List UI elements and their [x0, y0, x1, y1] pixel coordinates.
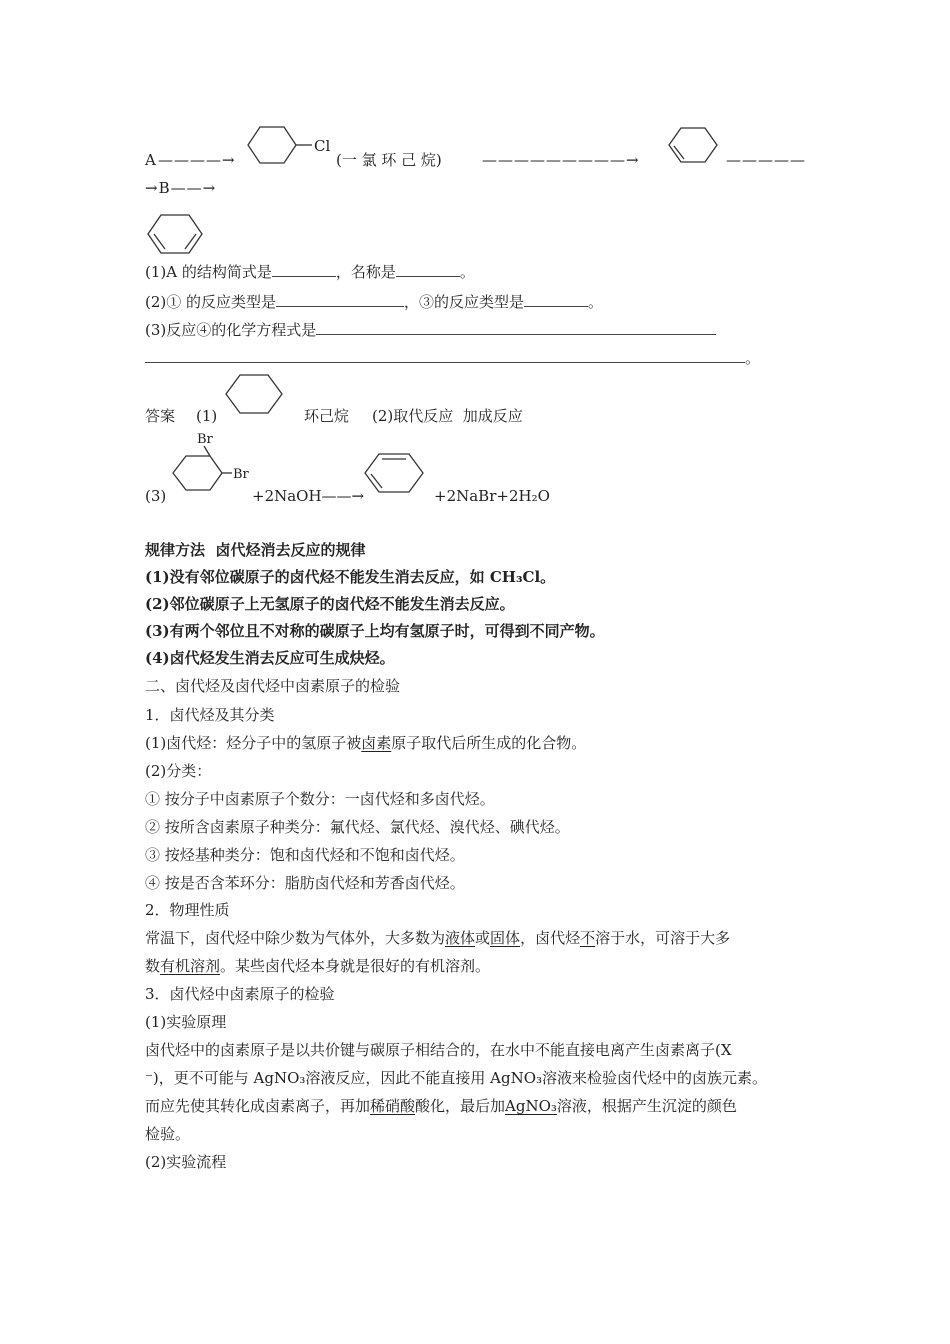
q1-blank-1 — [272, 262, 336, 277]
chlorocyclohexane-name: (一 氯 环 己 烷) — [336, 151, 442, 169]
compound-a-label: A — [145, 151, 157, 169]
principle-text-a: 而应先使其转化成卤素离子，再加 — [145, 1097, 371, 1115]
arrow-2: —————————→ — [482, 151, 640, 169]
answer-part-2: (2)取代反应 加成反应 — [372, 407, 523, 425]
principle-line-3 — [145, 1096, 737, 1116]
chlorine-label: Cl — [314, 137, 331, 155]
compound-b-row: →B——→ — [145, 179, 217, 197]
definition-underline-halogen: 卤素 — [361, 734, 392, 752]
arrow-1: ————→ — [158, 151, 236, 169]
principle-line-2: ⁻)，更不可能与 AgNO₃溶液反应，因此不能直接用 AgNO₃溶液来检验卤代烃中的卤族元素。 — [145, 1069, 768, 1087]
q2-blank-2 — [524, 292, 588, 307]
q3-blank-2 — [145, 348, 745, 363]
answer-products: +2NaBr+2H₂O — [434, 487, 550, 505]
principle-text-c: 溶液，根据产生沉淀的颜色 — [556, 1097, 737, 1115]
question-3 — [145, 320, 716, 340]
subsection-3-heading: 3．卤代烃中卤素原子的检验 — [145, 985, 335, 1003]
class-item-1: ① 按分子中卤素原子个数分：一卤代烃和多卤代烃。 — [145, 790, 495, 808]
phys-text-6: 。某些卤代烃本身就是很好的有机溶剂。 — [220, 957, 491, 975]
q3-blank-1 — [316, 320, 716, 335]
phys-underline-not: 不 — [580, 929, 596, 947]
question-3-line-2 — [145, 348, 760, 368]
q1-text-c: 。 — [459, 263, 475, 281]
rule-item-2: (2)邻位碳原子上无氢原子的卤代烃不能发生消去反应。 — [145, 595, 515, 613]
principle-line-4: 检验。 — [145, 1125, 191, 1143]
subsection-1-heading: 1．卤代烃及其分类 — [145, 706, 275, 724]
phys-text-5: 数 — [145, 957, 161, 975]
haloalkane-definition — [145, 733, 586, 753]
phys-underline-liquid: 液体 — [445, 929, 476, 947]
q3-text-a: (3)反应④的化学方程式是 — [145, 321, 317, 339]
classification-heading: (2)分类： — [145, 762, 212, 780]
q1-blank-2 — [396, 262, 460, 277]
answer-label: 答案 — [145, 407, 176, 425]
q2-text-c: 。 — [588, 293, 604, 311]
principle-underline-nitric-acid: 稀硝酸 — [370, 1097, 416, 1115]
answer-part-1: (1) — [196, 407, 218, 425]
principle-underline-agno3: AgNO₃ — [505, 1097, 557, 1115]
rule-item-3: (3)有两个邻位且不对称的碳原子上均有氢原子时，可得到不同产物。 — [145, 622, 605, 640]
question-1 — [145, 262, 475, 282]
phys-text-4: 溶于水，可溶于大多 — [595, 929, 731, 947]
class-item-2: ② 按所含卤素原子种类分：氟代烃、氯代烃、溴代烃、碘代烃。 — [145, 818, 570, 836]
bromine-side-label: Br — [233, 467, 249, 482]
bromine-top-label: Br — [197, 432, 213, 447]
class-item-3: ③ 按烃基种类分：饱和卤代烃和不饱和卤代烃。 — [145, 846, 465, 864]
class-item-4: ④ 按是否含苯环分：脂肪卤代烃和芳香卤代烃。 — [145, 874, 465, 892]
q2-text-b: ，③的反应类型是 — [404, 293, 525, 311]
phys-text-3: ，卤代烃 — [520, 929, 581, 947]
physical-property-line-1 — [145, 928, 730, 948]
q1-text-a: (1)A 的结构简式是 — [145, 263, 272, 281]
rule-item-4: (4)卤代烃发生消去反应可生成炔烃。 — [145, 649, 395, 667]
phys-text-2: 或 — [475, 929, 491, 947]
definition-text-b: 原子取代后所生成的化合物。 — [391, 734, 587, 752]
answer-part-3: (3) — [145, 487, 167, 505]
phys-underline-organic-solvent: 有机溶剂 — [160, 957, 221, 975]
cyclohexene-structure — [666, 126, 721, 168]
answer-reagent: +2NaOH——→ — [252, 487, 365, 505]
arrow-3: ————— — [726, 151, 806, 169]
q3-end: 。 — [745, 349, 761, 367]
q2-blank-1 — [276, 292, 404, 307]
principle-line-1: 卤代烃中的卤素原子是以共价键与碳原子相结合的，在水中不能直接电离产生卤素离子(X — [145, 1041, 732, 1059]
physical-property-line-2 — [145, 956, 490, 976]
principle-text-b: 酸化，最后加 — [415, 1097, 506, 1115]
rule-item-1: (1)没有邻位碳原子的卤代烃不能发生消去反应，如 CH₃Cl。 — [145, 568, 556, 586]
subsection-2-heading: 2．物理性质 — [145, 901, 230, 919]
answer-name: 环己烷 — [304, 407, 350, 425]
cyclohexadiene-product-structure — [362, 452, 432, 500]
rule-title: 规律方法 卤代烃消去反应的规律 — [145, 541, 366, 559]
principle-heading: (1)实验原理 — [145, 1013, 227, 1031]
phys-underline-solid: 固体 — [490, 929, 521, 947]
dibromocyclohexane-structure — [170, 446, 240, 496]
chlorocyclohexane-structure — [240, 125, 320, 170]
section-2-heading: 二、卤代烃及卤代烃中卤素原子的检验 — [145, 677, 401, 695]
flow-heading: (2)实验流程 — [145, 1153, 227, 1171]
q1-text-b: ，名称是 — [335, 263, 396, 281]
q2-text-a: (2)① 的反应类型是 — [145, 293, 277, 311]
cyclohexane-structure — [222, 374, 292, 424]
phys-text-1: 常温下，卤代烃中除少数为气体外，大多数为 — [145, 929, 446, 947]
definition-text-a: (1)卤代烃：烃分子中的氢原子被 — [145, 734, 362, 752]
cyclohexadiene-structure — [145, 212, 207, 258]
question-2 — [145, 292, 603, 312]
